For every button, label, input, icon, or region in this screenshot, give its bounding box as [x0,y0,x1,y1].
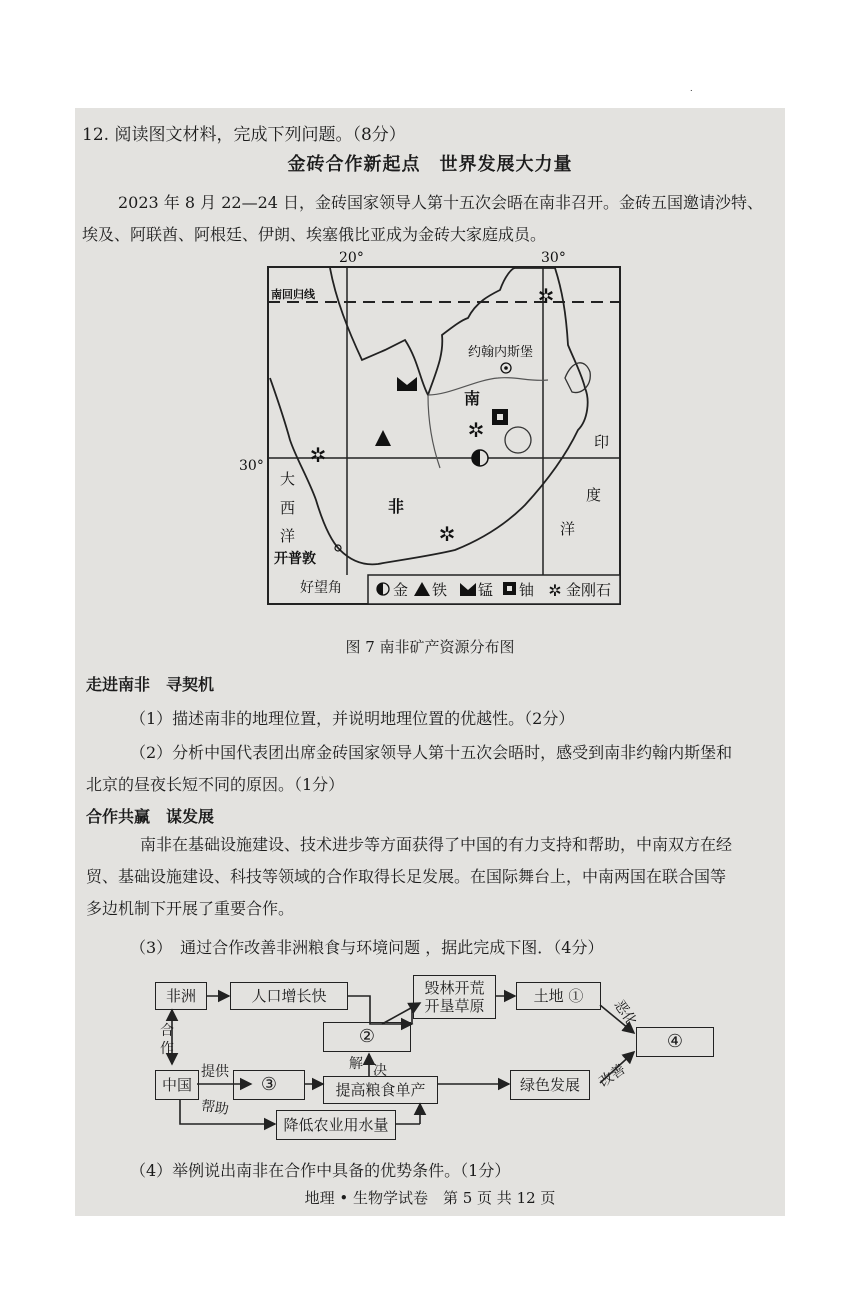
flow-raise-yield-box: 提高粮食单产 [323,1076,438,1104]
legend-diamond-label: 金刚石 [566,581,612,599]
lon-30-label: 30° [541,250,566,266]
section-heading-1: 走进南非 寻契机 [86,675,215,694]
flow-provide: 提供 [201,1064,229,1080]
atlantic-2: 西 [280,499,296,517]
flow-population-box: 人口增长快 [230,982,348,1010]
headline: 金砖合作新起点 世界发展大力量 [287,154,573,175]
page-footer: 地理 • 生物学试卷 第 5 页 共 12 页 [304,1189,556,1207]
diamond-icon: ✲ [309,443,327,467]
flow-coop-1: 合 [160,1023,174,1039]
africa-label: 非 [388,497,405,516]
map-caption: 图 7 南非矿产资源分布图 [345,638,515,656]
atlantic-3: 洋 [280,527,296,545]
legend-uranium-label: 铀 [519,581,535,599]
atlantic-1: 大 [280,470,296,488]
tropic-label: 南回归线 [271,288,315,301]
flow-africa-box: 非洲 [155,982,207,1010]
coop-para-line-3: 多边机制下开展了重要合作。 [86,899,295,918]
south-label: 南 [464,389,481,408]
lat-30-label: 30° [239,458,264,474]
question-2-line-1: （2）分析中国代表团出席金砖国家领导人第十五次会晤时，感受到南非约翰内斯堡和 [130,743,733,762]
legend-manganese-label: 锰 [478,581,494,599]
indian-ocean-2: 度 [586,486,602,504]
legend-iron-label: 铁 [432,581,448,599]
question-2-line-2: 北京的昼夜长短不同的原因。（1分） [86,775,345,794]
flow-reduce-water-box: 降低农业用水量 [276,1110,396,1140]
question-1: （1）描述南非的地理位置，并说明地理位置的优越性。（2分） [130,709,575,728]
flow-solve-2: 决 [373,1063,387,1079]
indian-ocean-1: 印 [594,433,610,451]
coop-para-line-2: 贸、基础设施建设、科技等领域的合作取得长足发展。在国际舞台上，中南两国在联合国等 [86,867,727,886]
legend-gold-label: 金 [393,581,409,599]
flow-worsen: 恶化 [610,997,640,1030]
flow-china-box: 中国 [155,1070,199,1100]
south-africa-mineral-map [230,245,630,610]
flow-blank-3: ③ [233,1070,305,1100]
question-4: （4）举例说出南非在合作中具备的优势条件。（1分） [130,1161,511,1180]
diamond-icon: ✲ [467,418,485,442]
question-title: 12. 阅读图文材料，完成下列问题。（8分） [82,125,406,145]
flow-green-box: 绿色发展 [510,1070,590,1100]
capetown-label: 开普敦 [274,551,316,567]
lon-20-label: 20° [339,250,364,266]
iron-icon [375,430,391,446]
flow-blank-2: ② [323,1022,411,1052]
flow-solve-1: 解 [349,1056,363,1072]
coop-para-line-1: 南非在基础设施建设、技术进步等方面获得了中国的有力支持和帮助，中南双方在经 [140,835,733,854]
country-border [428,378,548,395]
intro-line-2: 埃及、阿联酋、阿根廷、伊朗、埃塞俄比亚成为金砖大家庭成员。 [82,225,547,244]
indian-ocean-3: 洋 [560,520,576,538]
intro-line-1: 2023 年 8 月 22—24 日，金砖国家领导人第十五次会晤在南非召开。金砖五国邀请沙特、 [118,193,764,212]
section-heading-2: 合作共赢 谋发展 [86,807,215,826]
flow-land-box: 土地 ① [516,982,601,1010]
flow-help: 帮助 [199,1098,230,1118]
johannesburg-label: 约翰内斯堡 [468,345,534,360]
flow-blank-4: ④ [636,1027,714,1057]
diamond-icon: ✲ [438,522,456,546]
diamond-icon: ✲ [537,284,555,308]
legend-diamond-icon: ✲ [548,581,562,600]
flow-improve: 改善 [596,1061,629,1091]
flow-deforest-box: 毁林开荒 开垦草原 [413,975,496,1019]
flow-coop-2: 作 [160,1041,174,1057]
cape-label: 好望角 [300,580,342,596]
lesotho [505,427,531,453]
question-3: （3） 通过合作改善非洲粮食与环境问题 ，据此完成下图．（4分） [130,938,604,957]
manganese-icon [397,377,417,391]
